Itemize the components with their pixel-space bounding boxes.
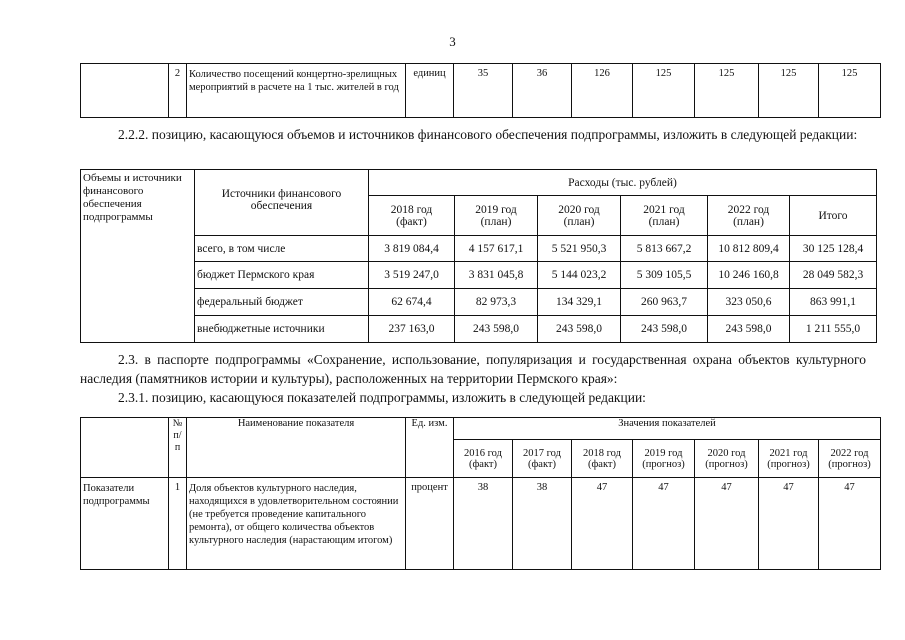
value-cell: 243 598,0 [455, 316, 538, 343]
value-cell: 323 050,6 [708, 289, 790, 316]
value-cell: 243 598,0 [538, 316, 621, 343]
sources-header: Источники финансового обеспечения [195, 170, 369, 236]
table-header-row [81, 418, 881, 440]
empty-cell [81, 418, 169, 478]
value-cell: 134 329,1 [538, 289, 621, 316]
source-label: бюджет Пермского края [195, 262, 369, 289]
source-label: федеральный бюджет [195, 289, 369, 316]
paragraph-2-2-2: 2.2.2. позицию, касающуюся объемов и источников финансового обеспечения подпрограммы, изложить в следующей редакции: [118, 127, 858, 142]
source-label: всего, в том числе [195, 236, 369, 262]
page-number: 3 [449, 34, 456, 49]
value-cell: 35 [454, 64, 513, 118]
year-header: 2022 год (прогноз) [819, 440, 881, 478]
value-cell: 47 [695, 478, 759, 570]
table-row [81, 289, 877, 316]
num-header: № п/п [169, 418, 187, 478]
year-header: 2016 год (факт) [454, 440, 513, 478]
indicator-name: Доля объектов культурного наследия, находящихся в удовлетворительном состоянии (не требуется проведение капитального ремонта), от общего количества объектов культурного наследия (нарастающим итогом) [187, 478, 406, 570]
value-cell: 125 [759, 64, 819, 118]
value-cell: 82 973,3 [455, 289, 538, 316]
value-cell: 125 [633, 64, 695, 118]
value-cell: 30 125 128,4 [790, 236, 877, 262]
table-row [81, 262, 877, 289]
value-cell: 260 963,7 [621, 289, 708, 316]
value-cell: 243 598,0 [621, 316, 708, 343]
value-cell: 47 [759, 478, 819, 570]
year-header: 2017 год (факт) [513, 440, 572, 478]
year-header: 2020 год (план) [538, 196, 621, 236]
value-cell: 28 049 582,3 [790, 262, 877, 289]
year-header: 2021 год (прогноз) [759, 440, 819, 478]
value-cell: 47 [633, 478, 695, 570]
unit-cell: процент [406, 478, 454, 570]
row-number: 2 [169, 64, 187, 118]
financing-table [80, 169, 877, 343]
table-row [81, 478, 881, 570]
value-cell: 4 157 617,1 [455, 236, 538, 262]
year-header: 2018 год (факт) [369, 196, 455, 236]
value-cell: 10 246 160,8 [708, 262, 790, 289]
value-cell: 38 [513, 478, 572, 570]
name-header: Наименование показателя [187, 418, 406, 478]
value-cell: 126 [572, 64, 633, 118]
row-header: Показатели подпрограммы [81, 478, 169, 570]
value-cell: 5 813 667,2 [621, 236, 708, 262]
value-cell: 1 211 555,0 [790, 316, 877, 343]
value-cell: 237 163,0 [369, 316, 455, 343]
value-cell: 243 598,0 [708, 316, 790, 343]
value-cell: 125 [819, 64, 881, 118]
value-cell: 3 819 084,4 [369, 236, 455, 262]
value-cell: 5 521 950,3 [538, 236, 621, 262]
empty-cell [81, 64, 169, 118]
value-cell: 3 831 045,8 [455, 262, 538, 289]
value-cell: 62 674,4 [369, 289, 455, 316]
table-row [81, 64, 881, 118]
year-header: 2019 год (прогноз) [633, 440, 695, 478]
source-label: внебюджетные источники [195, 316, 369, 343]
total-header: Итого [790, 196, 877, 236]
values-header: Значения показателей [454, 418, 881, 440]
value-cell: 47 [819, 478, 881, 570]
value-cell: 125 [695, 64, 759, 118]
expenses-header: Расходы (тыс. рублей) [369, 170, 877, 196]
year-header: 2021 год (план) [621, 196, 708, 236]
year-header: 2020 год (прогноз) [695, 440, 759, 478]
value-cell: 5 144 023,2 [538, 262, 621, 289]
unit-header: Ед. изм. [406, 418, 454, 478]
table-header-row [81, 170, 877, 196]
paragraph-2-3-1: 2.3.1. позицию, касающуюся показателей подпрограммы, изложить в следующей редакции: [118, 390, 646, 405]
row-number: 1 [169, 478, 187, 570]
indicators-table [80, 417, 881, 570]
row-header: Объемы и источники финансового обеспечения подпрограммы [81, 170, 195, 343]
indicator-name: Количество посещений концертно-зрелищных мероприятий в расчете на 1 тыс. жителей в год [187, 64, 406, 118]
year-header: 2022 год (план) [708, 196, 790, 236]
value-cell: 38 [454, 478, 513, 570]
value-cell: 5 309 105,5 [621, 262, 708, 289]
value-cell: 3 519 247,0 [369, 262, 455, 289]
value-cell: 10 812 809,4 [708, 236, 790, 262]
unit-cell: единиц [406, 64, 454, 118]
paragraph-2-3: 2.3. в паспорте подпрограммы «Сохранение, использование, популяризация и государственная охрана объектов культурного наследия (памятников истории и культуры), расположенных на территории Пермского края»: [80, 352, 866, 386]
value-cell: 863 991,1 [790, 289, 877, 316]
table-row [81, 316, 877, 343]
table-row [81, 236, 877, 262]
value-cell: 47 [572, 478, 633, 570]
year-header: 2018 год (факт) [572, 440, 633, 478]
value-cell: 36 [513, 64, 572, 118]
indicator-table-fragment [80, 63, 881, 118]
year-header: 2019 год (план) [455, 196, 538, 236]
